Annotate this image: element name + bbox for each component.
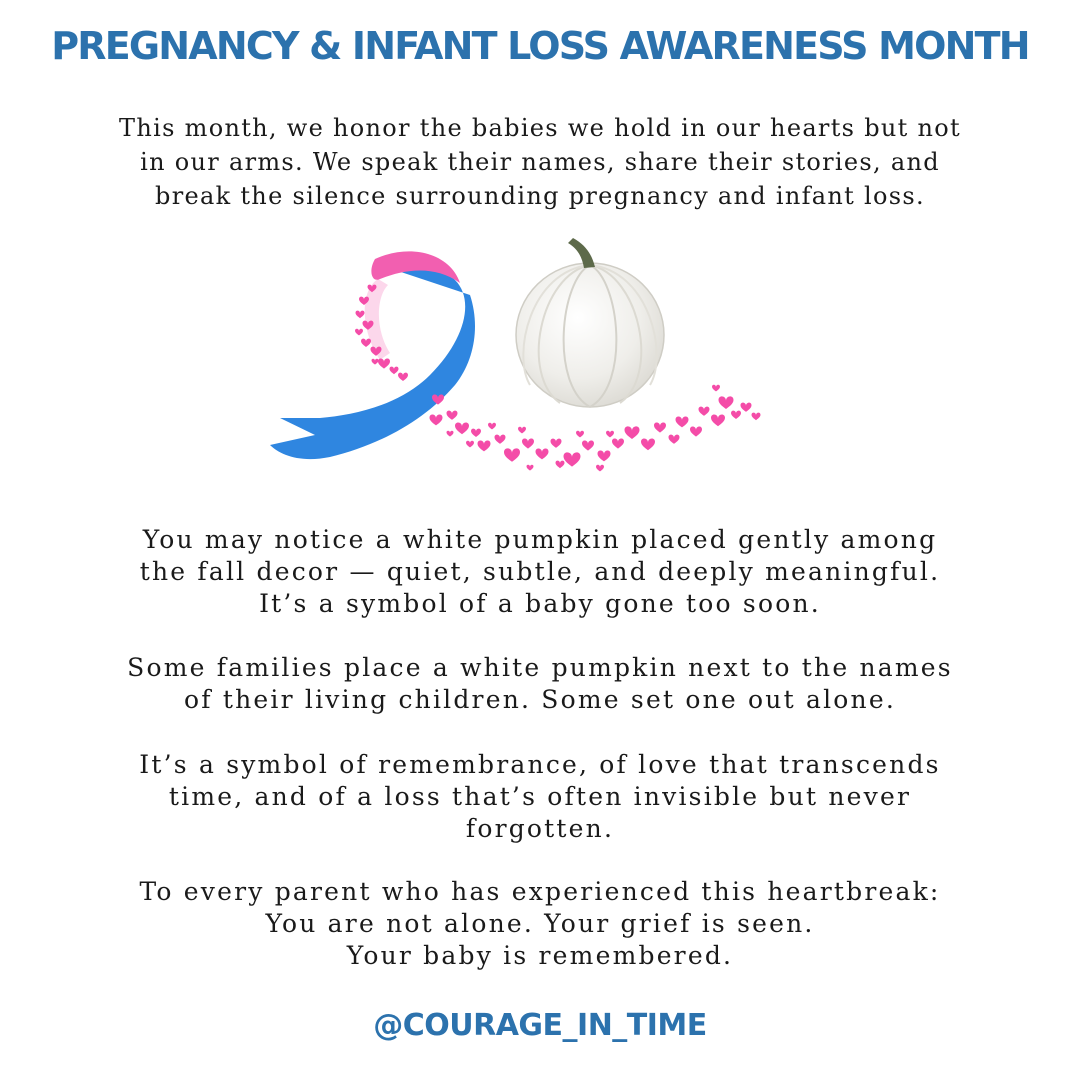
intro-line: in our arms. We speak their names, share their stories, and — [140, 148, 940, 176]
paragraph-line: You are not alone. Your grief is seen. — [265, 909, 815, 938]
paragraph-line: the fall decor — quiet, subtle, and deeply meaningful. — [139, 557, 941, 586]
page-title: PREGNANCY & INFANT LOSS AWARENESS MONTH — [51, 24, 1029, 68]
paragraph-line: Some families place a white pumpkin next to the names — [127, 653, 953, 682]
intro-paragraph — [40, 111, 1040, 213]
social-handle: @COURAGE_IN_TIME — [373, 1008, 707, 1043]
paragraph-families — [40, 652, 1040, 716]
paragraph-line: time, and of a loss that’s often invisible but never — [168, 782, 912, 811]
paragraph-line: You may notice a white pumpkin placed gently among — [142, 525, 938, 554]
intro-line: This month, we honor the babies we hold in our hearts but not — [119, 114, 961, 142]
awareness-ribbon-icon — [270, 251, 475, 459]
paragraph-white-pumpkin — [40, 524, 1040, 620]
intro-line: break the silence surrounding pregnancy and infant loss. — [155, 182, 925, 210]
paragraph-line: To every parent who has experienced this heartbreak: — [139, 877, 941, 906]
paragraph-to-every-parent — [40, 876, 1040, 972]
paragraph-line: It’s a symbol of a baby gone too soon. — [259, 589, 821, 618]
ribbon-pumpkin-illustration — [260, 235, 800, 490]
paragraph-line: Your baby is remembered. — [346, 941, 734, 970]
paragraph-line: It’s a symbol of remembrance, of love that transcends — [139, 750, 941, 779]
paragraph-line: of their living children. Some set one out alone. — [184, 685, 896, 714]
paragraph-remembrance — [40, 749, 1040, 845]
white-pumpkin-icon — [516, 238, 664, 407]
paragraph-line: forgotten. — [465, 814, 615, 843]
